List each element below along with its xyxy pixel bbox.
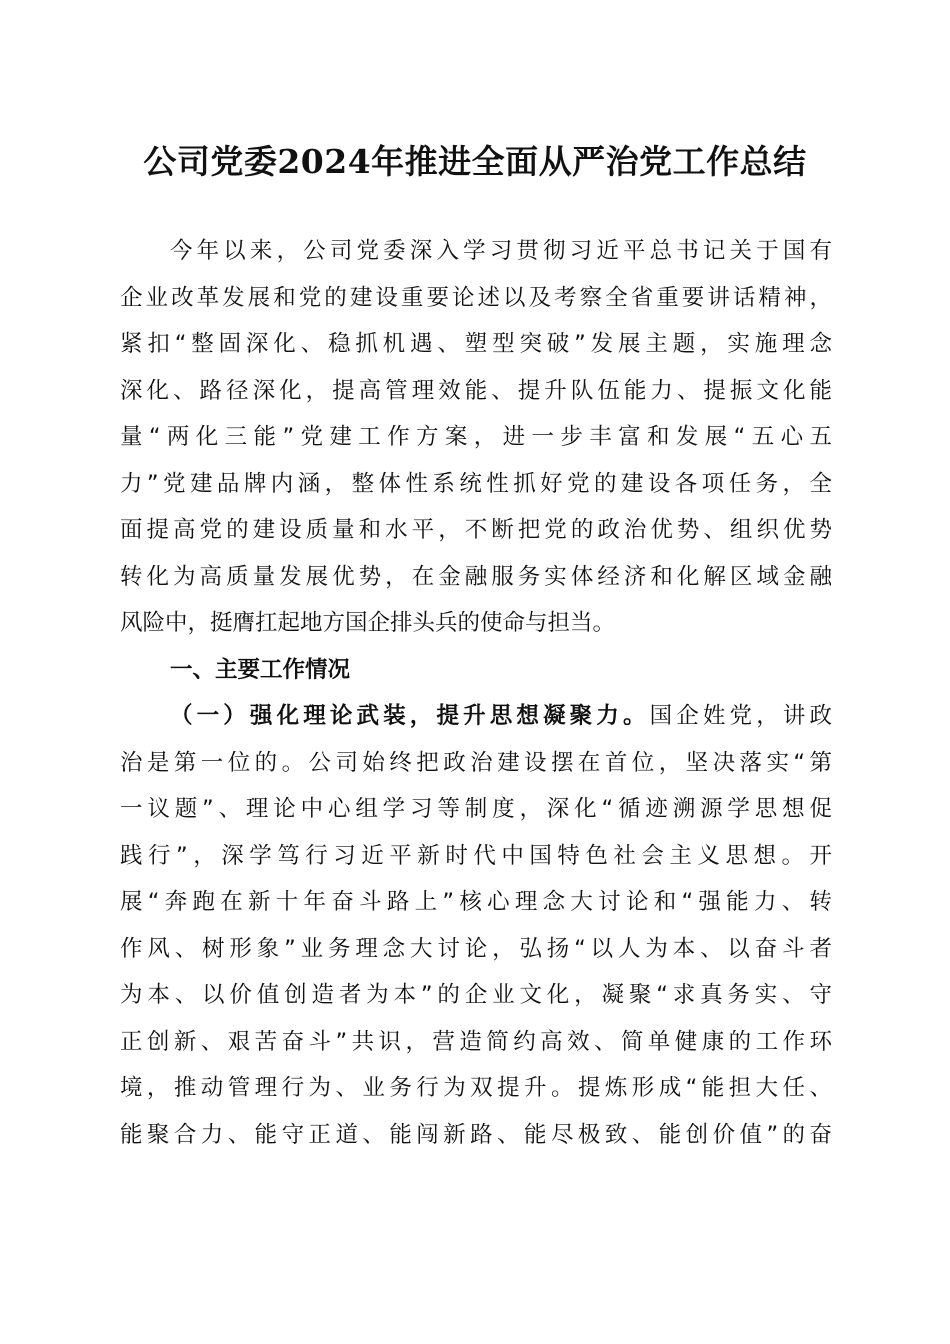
paragraph-2-line: 一议题”、理论中心组学习等制度，深化“循迹溯源学思想促: [120, 796, 832, 822]
paragraph-1-line: 转化为高质量发展优势，在金融服务实体经济和化解区域金融: [120, 563, 832, 590]
subsection-1-heading: （一）强化理论武装，提升思想凝聚力。: [170, 703, 650, 729]
paragraph-2-line: 治是第一位的。公司始终把政治建设摆在首位，坚决落实“第: [120, 749, 832, 776]
subsection-1-first-line: [120, 693, 832, 740]
paragraph-2-line: 能聚合力、能守正道、能闯新路、能尽极致、能创价值”的奋: [120, 1121, 832, 1148]
paragraph-2-line: 正创新、艰苦奋斗”共识，营造简约高效、简单健康的工作环: [120, 1028, 832, 1055]
paragraph-2-line: 境，推动管理行为、业务行为双提升。提炼形成“能担大任、: [120, 1075, 832, 1101]
document-title: 公司党委2024年推进全面从严治党工作总结: [143, 142, 807, 181]
paragraph-2-line: 为本、以价值创造者为本”的企业文化，凝聚“求真务实、守: [120, 982, 832, 1008]
paragraph-1-line: 风险中，挺膺扛起地方国企排头兵的使命与担当。: [120, 610, 616, 636]
paragraph-1-line: 紧扣“整固深化、稳抓机遇、塑型突破”发展主题，实施理念: [120, 331, 832, 357]
paragraph-1-line: 企业改革发展和党的建设重要论述以及考察全省重要讲话精神，: [120, 284, 832, 311]
paragraph-1-line: 力”党建品牌内涵，整体性系统性抓好党的建设各项任务，全: [120, 470, 832, 497]
paragraph-1-line: 量“两化三能”党建工作方案，进一步丰富和发展“五心五: [120, 424, 832, 450]
document-body: [120, 228, 832, 1158]
paragraph-1-line: 面提高党的建设质量和水平，不断把党的政治优势、组织优势: [120, 517, 832, 543]
paragraph-1-line: 今年以来，公司党委深入学习贯彻习近平总书记关于国有: [170, 238, 832, 264]
paragraph-2-line: 展“奔跑在新十年奋斗路上”核心理念大讨论和“强能力、转: [120, 889, 832, 915]
section-1-heading: 一、主要工作情况: [170, 656, 351, 683]
subsection-1-first-line-text: 国企姓党，讲政: [649, 703, 832, 729]
paragraph-2-line: 践行”，深学笃行习近平新时代中国特色社会主义思想。开: [120, 842, 832, 869]
paragraph-1-line: 深化、路径深化，提高管理效能、提升队伍能力、提振文化能: [120, 377, 832, 404]
paragraph-2-line: 作风、树形象”业务理念大讨论，弘扬“以人为本、以奋斗者: [120, 935, 832, 962]
